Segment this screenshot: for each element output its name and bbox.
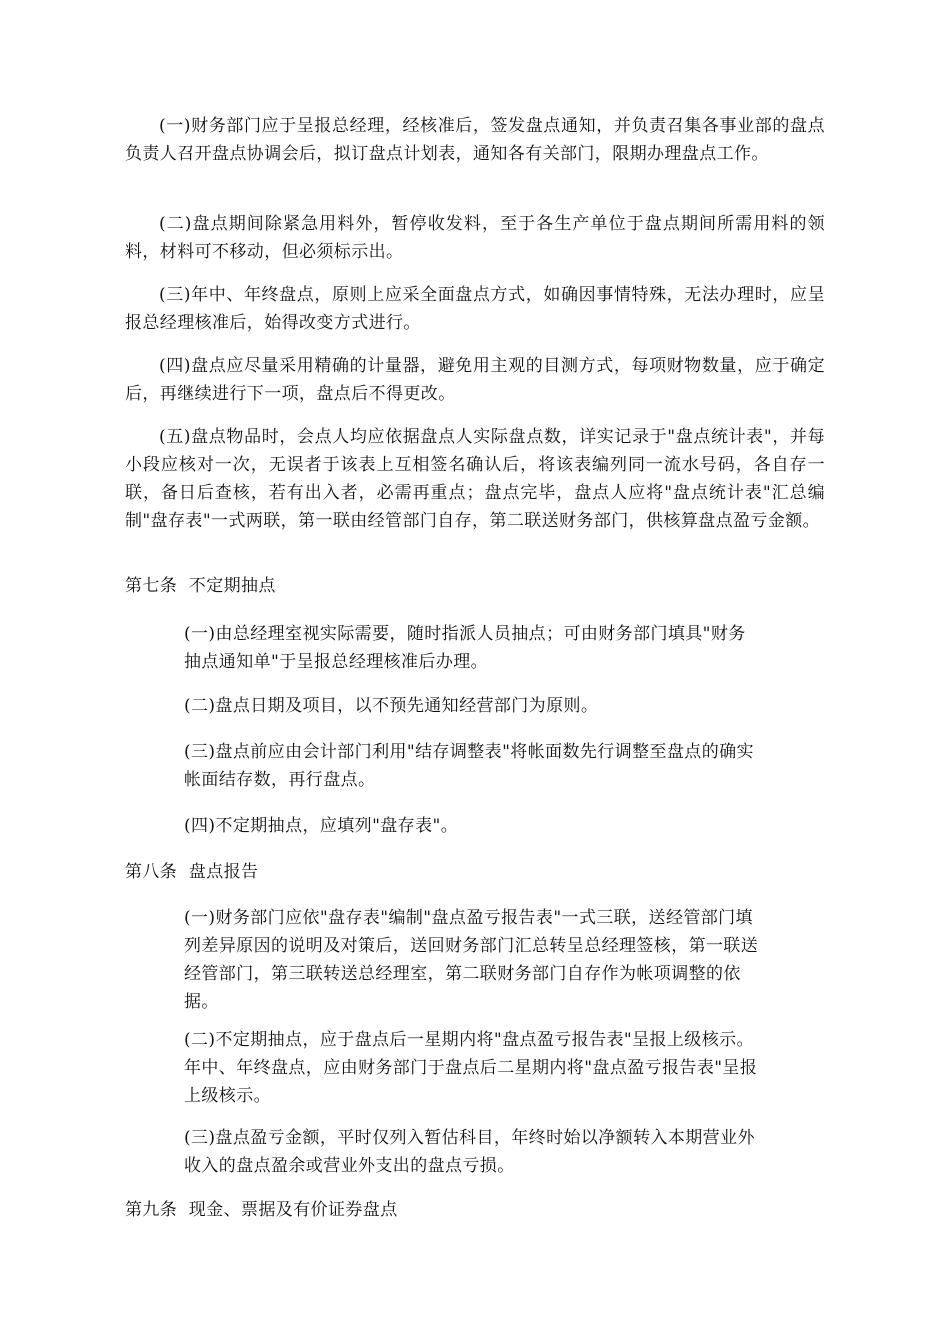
paragraph-intro-3: (三)年中、年终盘点，原则上应采全面盘点方式，如确因事情特殊，无法办理时，应呈报总经理核准后，始得改变方式进行。	[125, 285, 825, 333]
article-7-item-1: (一)由总经理室视实际需要，随时指派人员抽点；可由财务部门填具"财务抽点通知单"于呈报总经理核准后办理。	[184, 624, 746, 672]
article-8-item-3: (三)盘点盈亏金额，平时仅列入暂估科目，年终时始以净额转入本期营业外收入的盘点盈余或营业外支出的盘点亏损。	[184, 1128, 755, 1176]
article-8-item-1: (一)财务部门应依"盘存表"编制"盘点盈亏报告表"一式三联，送经管部门填列差异原因的说明及对策后，送回财务部门汇总转呈总经理签核，第一联送经管部门，第三联转送总经理室，第二联财务部门自存作为帐项调整的依据。	[184, 908, 759, 1012]
paragraph-intro-5: (五)盘点物品时，会点人均应依据盘点人实际盘点数，详实记录于"盘点统计表"，并每小段应核对一次，无误者于该表上互相签名确认后，将该表编列同一流水号码，各自存一联，备日后查核，若有出入者，必需再重点；盘点完毕，盘点人应将"盘点统计表"汇总编制"盘存表"一式两联，第一联由经管部门自存，第二联送财务部门，供核算盘点盈亏金额。	[125, 427, 825, 531]
article-7-item-4: (四)不定期抽点，应填列"盘存表"。	[184, 816, 459, 836]
article-7-heading: 第七条 不定期抽点	[125, 576, 276, 596]
paragraph-intro-4: (四)盘点应尽量采用精确的计量器，避免用主观的目测方式，每项财物数量，应于确定后，再继续进行下一项，盘点后不得更改。	[125, 356, 825, 404]
article-7-item-2: (二)盘点日期及项目，以不预先通知经营部门为原则。	[184, 696, 599, 716]
article-8-heading: 第八条 盘点报告	[125, 862, 259, 882]
article-9-heading: 第九条 现金、票据及有价证券盘点	[125, 1200, 398, 1220]
paragraph-intro-2: (二)盘点期间除紧急用料外，暂停收发料，至于各生产单位于盘点期间所需用料的领料，材料可不移动，但必须标示出。	[125, 214, 825, 262]
article-8-item-2: (二)不定期抽点，应于盘点后一星期内将"盘点盈亏报告表"呈报上级核示。年中、年终盘点，应由财务部门于盘点后二星期内将"盘点盈亏报告表"呈报上级核示。	[184, 1030, 758, 1106]
article-7-item-3: (三)盘点前应由会计部门利用"结存调整表"将帐面数先行调整至盘点的确实帐面结存数，再行盘点。	[184, 742, 754, 790]
paragraph-intro-1: (一)财务部门应于呈报总经理，经核准后，签发盘点通知，并负责召集各事业部的盘点负责人召开盘点协调会后，拟订盘点计划表，通知各有关部门，限期办理盘点工作。	[125, 116, 825, 164]
